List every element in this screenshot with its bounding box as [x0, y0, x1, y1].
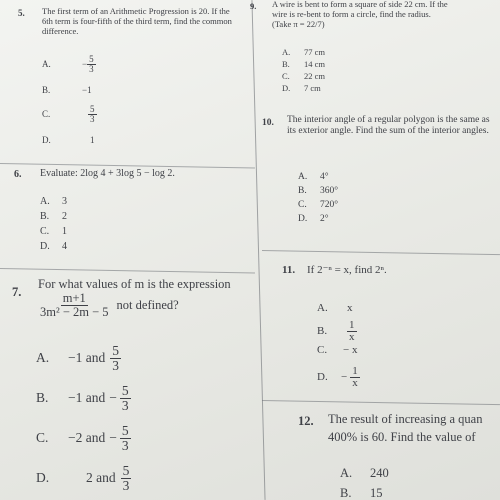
- question-6: [0, 165, 255, 265]
- expression: $\frac{m+1}{\text{3m² − 2m − 5}}$ not defined?: [40, 291, 179, 319]
- option-d[interactable]: D. − $\frac{1}{x}$: [317, 365, 358, 389]
- option-b[interactable]: B. 360°: [298, 186, 339, 196]
- question-stem: If 2⁻ⁿ = x, find 2ⁿ.: [307, 264, 387, 276]
- option-d[interactable]: D. 2 and $\frac{5}{3}$: [36, 463, 130, 493]
- option-d[interactable]: D. 7 cm: [282, 83, 321, 93]
- option-d[interactable]: D. 4: [40, 241, 67, 252]
- option-b[interactable]: B. $\frac{1}{x}$: [317, 319, 355, 343]
- option-c[interactable]: C. 22 cm: [282, 71, 326, 81]
- question-stem: A wire is bent to form a square of side 22 cm. If the wire is re-bent to form a circle, find the radius. (Take π = 22/7): [272, 0, 448, 29]
- option-b[interactable]: B. −1: [42, 85, 92, 95]
- option-b[interactable]: B. 15: [340, 486, 383, 500]
- option-c[interactable]: C. 1: [40, 226, 67, 237]
- fraction: $\frac{5}{3}$: [121, 423, 129, 453]
- fraction: $\frac{5}{3}$: [90, 104, 95, 124]
- question-number: 11.: [282, 264, 296, 276]
- option-a[interactable]: A. 4°: [298, 172, 329, 182]
- option-c[interactable]: C. −2 and − $\frac{5}{3}$: [36, 423, 129, 453]
- question-5: [0, 0, 255, 160]
- fraction: $\frac{5}{3}$: [112, 343, 119, 373]
- fraction: $\frac{5}{3}$: [122, 463, 130, 493]
- question-stem: The first term of an Arithmetic Progression is 20. If the 6th term is four-fifth of the third term, find the common difference.: [42, 6, 232, 36]
- question-stem-line-1: The result of increasing a quan: [328, 412, 483, 426]
- question-12: [262, 404, 500, 500]
- option-b[interactable]: B. 2: [40, 211, 67, 222]
- question-stem: For what values of m is the expression: [38, 277, 231, 291]
- option-d[interactable]: D. 1: [42, 135, 95, 145]
- question-7: [0, 272, 255, 500]
- option-c[interactable]: C. $\frac{5}{3}$: [42, 104, 95, 124]
- fraction: $\frac{1}{x}$: [349, 319, 355, 343]
- option-d[interactable]: D. 2°: [298, 214, 329, 224]
- question-10: [262, 110, 500, 245]
- question-number: 9.: [250, 1, 257, 11]
- option-a[interactable]: A. − $\frac{5}{3}$: [42, 54, 94, 74]
- fraction: $\frac{1}{x}$: [352, 365, 358, 389]
- option-b[interactable]: B. 14 cm: [282, 59, 326, 69]
- option-c[interactable]: C. 720°: [298, 200, 339, 210]
- option-a[interactable]: A. 240: [340, 466, 389, 480]
- fraction: $\frac{m+1}{\text{3m² − 2m − 5}}$: [40, 291, 109, 319]
- question-number: 7.: [12, 285, 22, 299]
- divider-q10-q11: [262, 250, 500, 255]
- question-number: 10.: [262, 118, 274, 128]
- question-stem: Evaluate: 2log 4 + 3log 5 − log 2.: [40, 168, 175, 179]
- fraction: $\frac{5}{3}$: [89, 54, 94, 74]
- question-number: 6.: [14, 169, 22, 180]
- option-a[interactable]: A. 3: [40, 196, 67, 207]
- question-11: [262, 256, 500, 396]
- option-a[interactable]: A. x: [317, 302, 353, 314]
- option-c[interactable]: C. − x: [317, 344, 358, 356]
- option-b[interactable]: B. −1 and − $\frac{5}{3}$: [36, 383, 129, 413]
- fraction: $\frac{5}{3}$: [121, 383, 129, 413]
- question-number: 12.: [298, 414, 314, 428]
- question-number: 5.: [18, 8, 25, 18]
- question-stem-line-2: 400% is 60. Find the value of: [328, 430, 476, 444]
- option-a[interactable]: A. −1 and $\frac{5}{3}$: [36, 343, 119, 373]
- question-9: [250, 0, 500, 105]
- option-a[interactable]: A. 77 cm: [282, 47, 326, 57]
- question-stem: The interior angle of a regular polygon is the same as its exterior angle. Find the sum of the interior angles.: [287, 115, 490, 136]
